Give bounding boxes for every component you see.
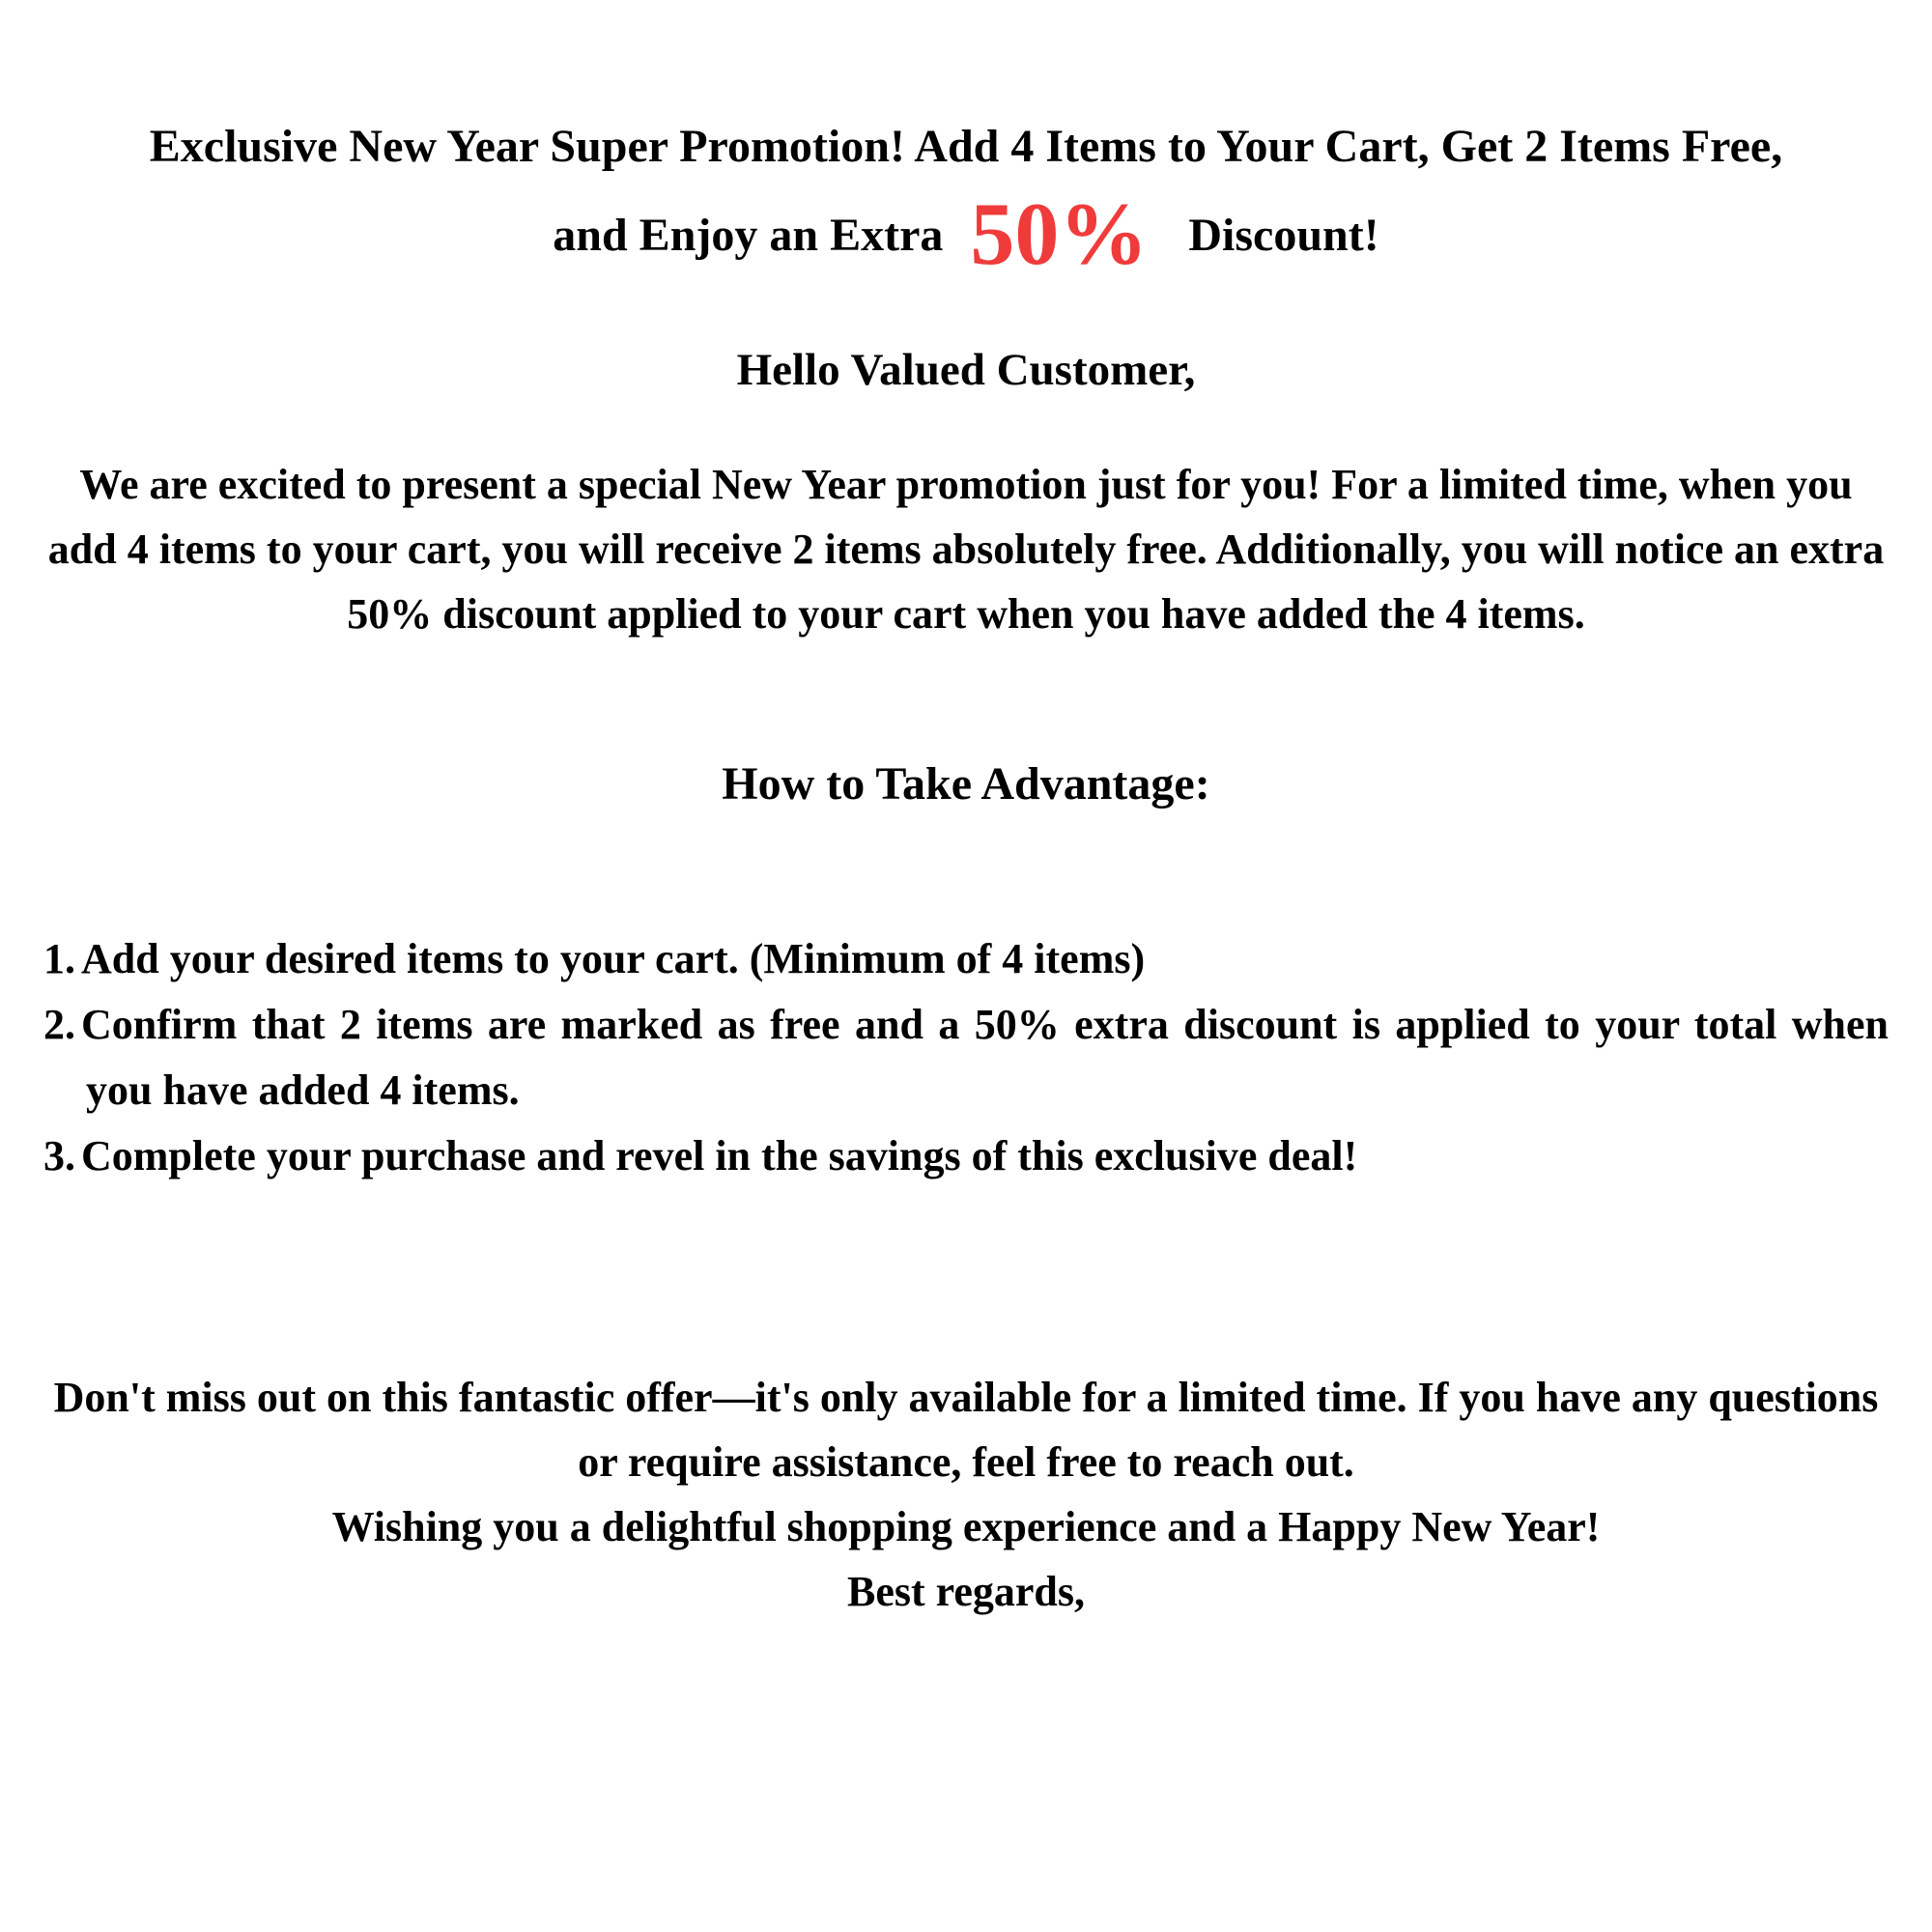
intro-paragraph: We are excited to present a special New Year promotion just for you! For a limited time, when you add 4 items to your cart, you will receive 2 items absolutely free. Additionally, you will notice an extra 50% discount applied to your cart when you have added the 4 items. bbox=[47, 461, 1885, 638]
promo-title-line2-prefix: and Enjoy an Extra bbox=[553, 210, 944, 261]
wishes-line: Wishing you a delightful shopping experience and a Happy New Year! bbox=[331, 1503, 1601, 1550]
step-item-3: Complete your purchase and revel in the savings of this exclusive deal! bbox=[81, 1132, 1358, 1179]
promo-title-line2 bbox=[43, 184, 1889, 283]
greeting-line: Hello Valued Customer, bbox=[736, 345, 1196, 395]
promo-title bbox=[43, 102, 1889, 283]
promo-title-line1: Exclusive New Year Super Promotion! Add 4 Items to Your Cart, Get 2 Items Free, bbox=[149, 121, 1783, 172]
closing-paragraph: Don't miss out on this fantastic offer—it's only available for a limited time. If you have any questions or require assistance, feel free to reach out. bbox=[53, 1374, 1879, 1486]
steps-list bbox=[43, 926, 1889, 1189]
how-to-heading: How to Take Advantage: bbox=[722, 758, 1210, 810]
closing-block bbox=[43, 1365, 1889, 1624]
promo-title-line2-suffix: Discount! bbox=[1188, 210, 1379, 261]
signature-line: Best regards, bbox=[846, 1568, 1086, 1615]
step-item-1: Add your desired items to your cart. (Minimum of 4 items) bbox=[81, 935, 1146, 982]
discount-percentage: 50% bbox=[970, 184, 1149, 283]
step-item-2: Confirm that 2 items are marked as free and a 50% extra discount is applied to your total when you have added 4 items. bbox=[81, 1001, 1889, 1114]
